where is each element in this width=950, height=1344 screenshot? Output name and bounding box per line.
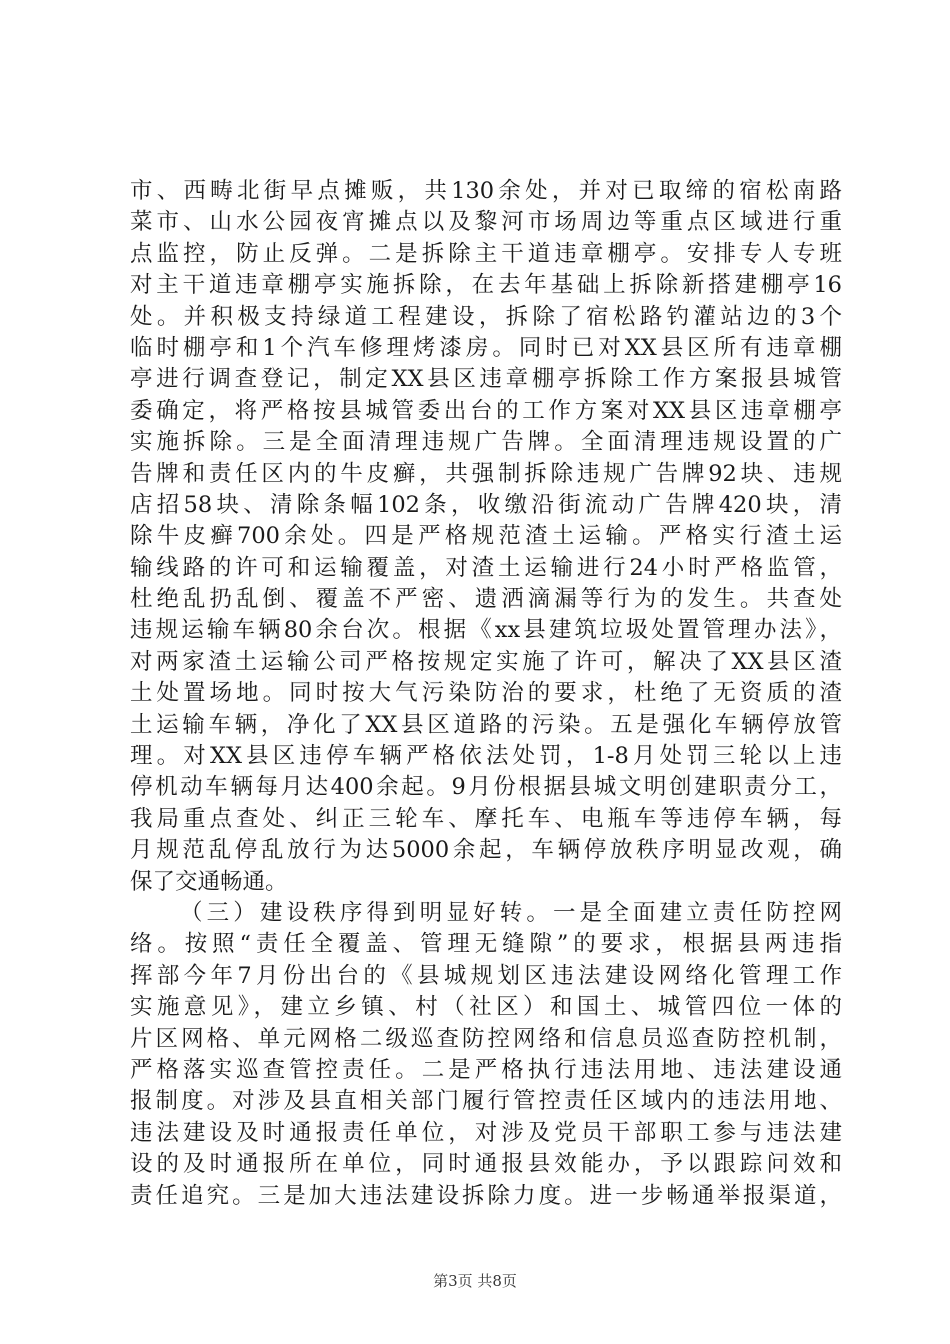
body-line: 违规运输车辆80余台次。根据《xx县建筑垃圾处置管理办法》， <box>130 617 842 644</box>
body-line: 月规范乱停乱放行为达5000余起，车辆停放秩序明显改观，确 <box>130 837 842 864</box>
body-line: 对两家渣土运输公司严格按规定实施了许可，解决了XX县区渣 <box>130 648 842 675</box>
body-line: 店招58块、清除条幅102条，收缴沿街流动广告牌420块，清 <box>130 491 842 518</box>
body-line: 设的及时通报所在单位，同时通报县效能办，予以跟踪问效和 <box>130 1151 842 1178</box>
body-line: 临时棚亭和1个汽车修理烤漆房。同时已对XX县区所有违章棚 <box>130 334 842 361</box>
body-line: 理。对XX县区违停车辆严格依法处罚，1-8月处罚三轮以上违 <box>130 743 842 770</box>
body-line: 菜市、山水公园夜宵摊点以及黎河市场周边等重点区域进行重 <box>130 209 842 236</box>
body-line: 严格落实巡查管控责任。二是严格执行违法用地、违法建设通 <box>130 1056 842 1083</box>
body-line: 输线路的许可和运输覆盖，对渣土运输进行24小时严格监管， <box>130 554 842 581</box>
body-line: 违法建设及时通报责任单位，对涉及党员干部职工参与违法建 <box>130 1119 842 1146</box>
body-line: 亭进行调查登记，制定XX县区违章棚亭拆除工作方案报县城管 <box>130 366 842 393</box>
body-line: 片区网格、单元网格二级巡查防控网络和信息员巡查防控机制， <box>130 1025 842 1052</box>
body-line: 实施拆除。三是全面清理违规广告牌。全面清理违规设置的广 <box>130 429 842 456</box>
page-number-footer: 第3页 共8页 <box>433 1272 517 1290</box>
body-line: 市、西畴北街早点摊贩，共130余处，并对已取缔的宿松南路 <box>130 178 842 204</box>
body-line: 责任追究。三是加大违法建设拆除力度。进一步畅通举报渠道， <box>130 1182 842 1209</box>
body-line: 告牌和责任区内的牛皮癣，共强制拆除违规广告牌92块、违规 <box>130 460 842 487</box>
body-line: 报制度。对涉及县直相关部门履行管控责任区域内的违法用地、 <box>130 1088 842 1115</box>
body-line: 土运输车辆，净化了XX县区道路的污染。五是强化车辆停放管 <box>130 711 842 738</box>
body-line: 除牛皮癣700余处。四是严格规范渣土运输。严格实行渣土运 <box>130 523 842 550</box>
body-line: 处。并积极支持绿道工程建设，拆除了宿松路钓灌站边的3个 <box>130 303 842 330</box>
body-line: 对主干道违章棚亭实施拆除，在去年基础上拆除新搭建棚亭16 <box>130 272 842 299</box>
body-line: 挥部今年7月份出台的《县城规划区违法建设网络化管理工作 <box>130 962 842 989</box>
body-line: 委确定，将严格按县城管委出台的工作方案对XX县区违章棚亭 <box>130 397 842 424</box>
body-line: 土处置场地。同时按大气污染防治的要求，杜绝了无资质的渣 <box>130 680 842 707</box>
body-line: 络。按照“责任全覆盖、管理无缝隙”的要求，根据县两违指 <box>130 931 842 958</box>
document-body <box>130 176 842 1212</box>
body-line: 我局重点查处、纠正三轮车、摩托车、电瓶车等违停车辆，每 <box>130 805 842 832</box>
section-heading-line: （三）建设秩序得到明显好转。一是全面建立责任防控网 <box>180 899 842 926</box>
body-line: 杜绝乱扔乱倒、覆盖不严密、遗洒滴漏等行为的发生。共查处 <box>130 586 842 613</box>
body-line: 点监控，防止反弹。二是拆除主干道违章棚亭。安排专人专班 <box>130 240 842 267</box>
body-line: 保了交通畅通。 <box>130 868 288 895</box>
body-line: 实施意见》，建立乡镇、村（社区）和国土、城管四位一体的 <box>130 994 842 1021</box>
body-line: 停机动车辆每月达400余起。9月份根据县城文明创建职责分工， <box>130 774 842 801</box>
